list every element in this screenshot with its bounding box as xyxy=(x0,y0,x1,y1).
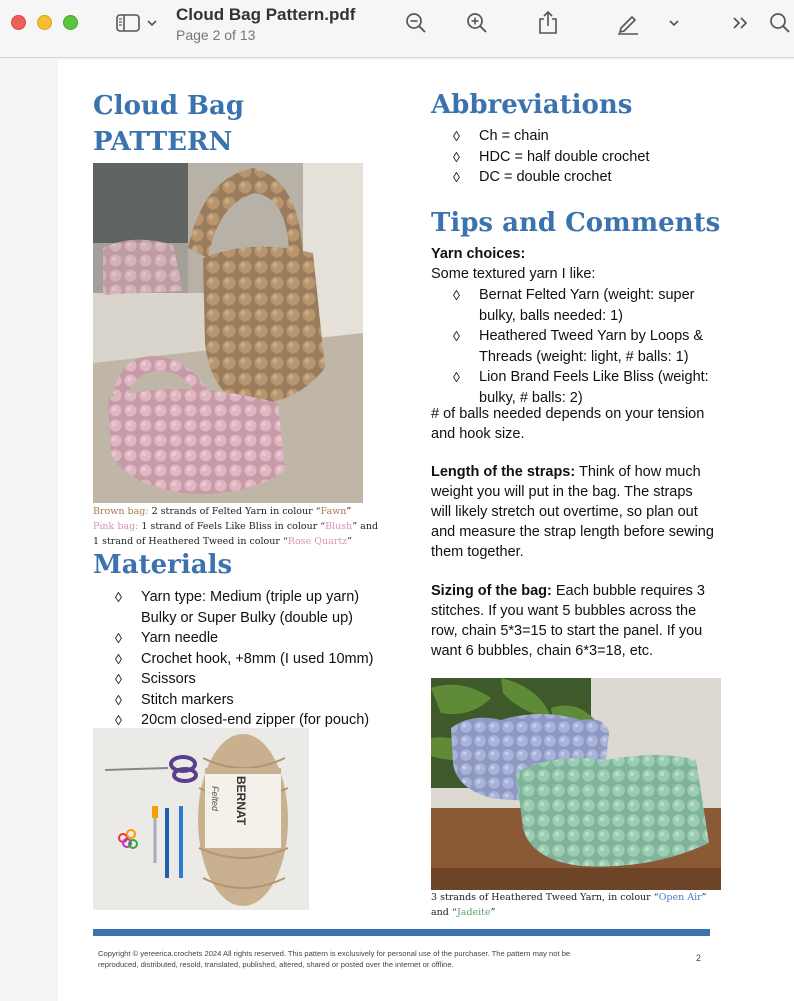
brown-bag-label: Brown bag: xyxy=(93,506,149,517)
bags-photo xyxy=(93,163,363,503)
sidebar-icon[interactable] xyxy=(114,10,142,36)
caption-end: ” xyxy=(490,907,496,918)
list-item: ◊ Scissors xyxy=(93,669,413,690)
yarn-line: bulky, balls needed: 1) xyxy=(479,307,624,324)
yarn-choices-label: Yarn choices: xyxy=(431,246,526,262)
abbreviations-heading: Abbreviations xyxy=(431,90,633,120)
close-window-button[interactable] xyxy=(11,15,26,30)
pink-end: ” xyxy=(347,536,353,547)
list-item xyxy=(431,326,751,367)
open-air-colour: Open Air xyxy=(658,892,702,903)
tips-heading: Tips and Comments xyxy=(431,208,721,238)
search-icon[interactable] xyxy=(768,10,792,36)
pink-mid: ” and xyxy=(352,521,379,532)
yarn-label-brand: BERNAT xyxy=(234,776,248,826)
list-item: ◊ DC = double crochet xyxy=(431,167,751,188)
pattern-title-line2: PATTERN xyxy=(93,127,233,157)
straps-label: Length of the straps: xyxy=(431,464,576,480)
list-item: ◊ 20cm closed-end zipper (for pouch) xyxy=(93,710,413,731)
text-line: # of balls needed depends on your tension xyxy=(431,406,705,422)
window-toolbar xyxy=(0,0,794,58)
list-item: ◊ Ch = chain xyxy=(431,126,751,147)
text-line: Each bubble requires 3 xyxy=(551,583,705,599)
list-item: ◊ HDC = half double crochet xyxy=(431,147,751,168)
yarn-line: bulky, # balls: 2) xyxy=(479,389,583,406)
caption-mid: ” xyxy=(701,892,707,903)
pink-line2: 1 strand of Heathered Tweed in colour “ xyxy=(93,536,288,547)
text-line: will likely stretch out overtime, so plan out xyxy=(431,504,698,520)
list-item: ◊ Crochet hook, +8mm (I used 10mm) xyxy=(93,649,413,670)
pdf-page[interactable] xyxy=(58,60,794,1001)
document-title: Cloud Bag Pattern.pdf xyxy=(176,5,356,24)
copyright-line: Copyright © yereerica.crochets 2024 All rights reserved. This pattern is exclusively for personal use of the purchaser. The pattern may not be xyxy=(98,949,571,958)
caption-text: 3 strands of Heathered Tweed Yarn, in colour “ xyxy=(431,892,659,903)
text-line: want 6 bubbles, chain 6*3=18, etc. xyxy=(431,643,654,659)
sizing-label: Sizing of the bag: xyxy=(431,583,552,599)
text-line: Think of how much xyxy=(575,464,701,480)
text-line: and measure the strap length before sewing xyxy=(431,524,714,540)
chevron-down-icon[interactable] xyxy=(145,10,159,36)
yarn-label-sub: Felted xyxy=(210,786,220,812)
text-line: and hook size. xyxy=(431,426,525,442)
chevron-down-icon[interactable] xyxy=(667,10,681,36)
list-item xyxy=(431,367,751,408)
materials-list xyxy=(93,587,413,731)
page-indicator: Page 2 of 13 xyxy=(176,27,256,43)
materials-photo xyxy=(93,728,309,910)
text-line: them together. xyxy=(431,544,524,560)
pattern-title-line1: Cloud Bag xyxy=(93,91,245,121)
yarn-list xyxy=(431,285,751,408)
bags-caption xyxy=(93,504,393,549)
yarn-line: Lion Brand Feels Like Bliss (weight: xyxy=(479,369,709,385)
zoom-window-button[interactable] xyxy=(63,15,78,30)
caption-and: and “ xyxy=(431,907,457,918)
yarn-line: Threads (weight: light, # balls: 1) xyxy=(479,348,689,365)
more-icon[interactable] xyxy=(730,10,752,36)
text-line: stitches. If you want 5 bubbles across the xyxy=(431,603,697,619)
yarn-intro: Some textured yarn I like: xyxy=(431,266,596,282)
sizing-paragraph xyxy=(431,581,751,661)
list-item xyxy=(431,285,751,326)
brown-colour: Fawn xyxy=(320,506,347,517)
copyright-line: reproduced, distributed, resold, translated, published, altered, shared or posted over the internet or offline. xyxy=(98,960,454,969)
text-line: row, chain 5*3=15 to start the panel. If you xyxy=(431,623,703,639)
pink-bag-label: Pink bag: xyxy=(93,521,139,532)
zoom-out-icon[interactable] xyxy=(404,10,428,36)
zoom-in-icon[interactable] xyxy=(465,10,489,36)
list-item: ◊ Stitch markers xyxy=(93,690,413,711)
pouches-photo xyxy=(431,678,721,890)
text-line: weight you will put in the bag. The straps xyxy=(431,484,693,500)
list-item-continuation: Bulky or Super Bulky (double up) xyxy=(141,609,353,626)
jadeite-colour: Jadeite xyxy=(456,907,491,918)
footer-divider xyxy=(93,929,710,936)
markup-pen-icon[interactable] xyxy=(615,10,641,36)
pink-bag-text: 1 strand of Feels Like Bliss in colour “ xyxy=(138,521,326,532)
pink-colour2: Rose Quartz xyxy=(287,536,348,547)
materials-heading: Materials xyxy=(93,550,233,580)
copyright-notice xyxy=(98,948,658,970)
pouches-caption xyxy=(431,890,731,920)
page-number: 2 xyxy=(696,953,702,963)
brown-bag-text: 2 strands of Felted Yarn in colour “ xyxy=(148,506,321,517)
list-item xyxy=(93,608,413,629)
share-icon[interactable] xyxy=(536,10,560,36)
yarn-line: Bernat Felted Yarn (weight: super xyxy=(479,287,695,303)
list-item: ◊ Yarn needle xyxy=(93,628,413,649)
yarn-line: Heathered Tweed Yarn by Loops & xyxy=(479,328,704,344)
straps-paragraph xyxy=(431,462,751,562)
abbreviations-list xyxy=(431,126,751,188)
pink-colour: Blush xyxy=(325,521,353,532)
minimize-window-button[interactable] xyxy=(37,15,52,30)
list-item: ◊ Yarn type: Medium (triple up yarn) xyxy=(93,587,413,608)
balls-note xyxy=(431,404,741,444)
brown-end: ” xyxy=(346,506,352,517)
